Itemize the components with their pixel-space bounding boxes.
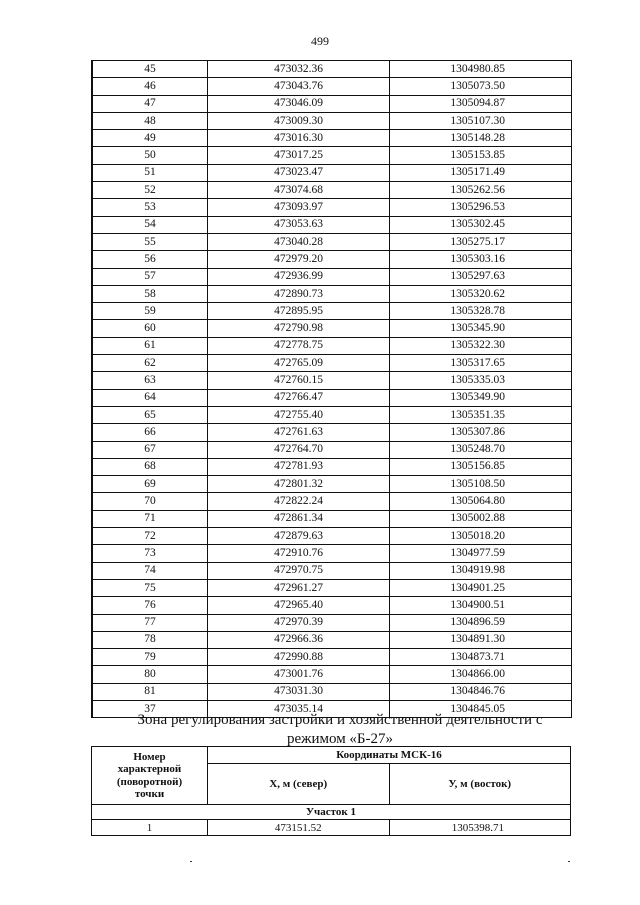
point-number-header-line-4: точки xyxy=(134,788,165,800)
x-coordinate: 472990.88 xyxy=(208,649,390,666)
point-number-header xyxy=(92,747,208,805)
table-row xyxy=(92,579,572,596)
y-coordinate: 1304901.25 xyxy=(390,579,572,596)
x-coordinate: 472801.32 xyxy=(208,476,390,493)
y-coordinate: 1304919.98 xyxy=(390,562,572,579)
x-coordinate: 472895.95 xyxy=(208,303,390,320)
point-number: 60 xyxy=(92,320,208,337)
x-coordinate: 472764.70 xyxy=(208,441,390,458)
x-coordinate: 472765.09 xyxy=(208,355,390,372)
table-row xyxy=(92,320,572,337)
x-coordinate: 472781.93 xyxy=(208,458,390,475)
table-row xyxy=(92,424,572,441)
point-number-header-line-2: характерной xyxy=(117,763,182,775)
point-number: 80 xyxy=(92,666,208,683)
y-coordinate: 1304977.59 xyxy=(390,545,572,562)
point-number: 58 xyxy=(92,285,208,302)
coordinates-group-header: Координаты МСК-16 xyxy=(208,747,571,764)
table-row xyxy=(92,389,572,406)
point-number: 53 xyxy=(92,199,208,216)
zone-coordinates-table xyxy=(91,746,571,836)
y-coordinate: 1304891.30 xyxy=(390,631,572,648)
point-number: 47 xyxy=(92,95,208,112)
x-coordinate: 473016.30 xyxy=(208,130,390,147)
table-row xyxy=(92,614,572,631)
x-coordinate: 473001.76 xyxy=(208,666,390,683)
x-coordinate: 472766.47 xyxy=(208,389,390,406)
table-row xyxy=(92,820,571,836)
y-coordinate: 1305262.56 xyxy=(390,182,572,199)
table-row xyxy=(92,545,572,562)
x-coordinate: 472761.63 xyxy=(208,424,390,441)
x-coordinate: 473053.63 xyxy=(208,216,390,233)
table-row xyxy=(92,112,572,129)
zone-title-line-2: режимом «Б-27» xyxy=(286,731,394,747)
table-row xyxy=(92,597,572,614)
point-number: 74 xyxy=(92,562,208,579)
y-coordinate: 1304896.59 xyxy=(390,614,572,631)
point-number: 56 xyxy=(92,251,208,268)
table-row xyxy=(92,285,572,302)
point-number: 61 xyxy=(92,337,208,354)
x-coordinate: 472961.27 xyxy=(208,579,390,596)
y-coordinate: 1304980.85 xyxy=(390,61,572,78)
point-number: 55 xyxy=(92,233,208,250)
y-coordinate: 1305351.35 xyxy=(390,406,572,423)
table-row xyxy=(92,666,572,683)
y-coordinate: 1305275.17 xyxy=(390,233,572,250)
point-number-header-line-3: (поворотной) xyxy=(116,775,183,788)
y-coordinate: 1305349.90 xyxy=(390,389,572,406)
y-coordinate: 1305335.03 xyxy=(390,372,572,389)
point-number: 52 xyxy=(92,182,208,199)
point-number: 70 xyxy=(92,493,208,510)
y-coordinate: 1305345.90 xyxy=(390,320,572,337)
y-coordinate: 1304866.00 xyxy=(390,666,572,683)
point-number: 81 xyxy=(92,683,208,700)
y-coordinate: 1305322.30 xyxy=(390,337,572,354)
x-coordinate: 472966.36 xyxy=(208,631,390,648)
y-coordinate: 1304873.71 xyxy=(390,649,572,666)
table-row xyxy=(92,441,572,458)
x-coordinate: 472879.63 xyxy=(208,528,390,545)
point-number-header-line-1: Номер xyxy=(133,750,166,763)
table-row xyxy=(92,216,572,233)
point-number: 50 xyxy=(92,147,208,164)
y-coordinate: 1305108.50 xyxy=(390,476,572,493)
x-coordinate: 473031.30 xyxy=(208,683,390,700)
point-number: 51 xyxy=(92,164,208,181)
point-number: 1 xyxy=(92,820,208,836)
table-row xyxy=(92,476,572,493)
x-coordinate: 472890.73 xyxy=(208,285,390,302)
point-number: 72 xyxy=(92,528,208,545)
y-coordinate: 1305064.80 xyxy=(390,493,572,510)
y-coordinate: 1305002.88 xyxy=(390,510,572,527)
point-number: 77 xyxy=(92,614,208,631)
point-number: 69 xyxy=(92,476,208,493)
point-number: 37 xyxy=(92,700,208,717)
y-coordinate: 1305303.16 xyxy=(390,251,572,268)
point-number: 76 xyxy=(92,597,208,614)
x-coordinate: 473023.47 xyxy=(208,164,390,181)
y-coordinate: 1305248.70 xyxy=(390,441,572,458)
table-row xyxy=(92,130,572,147)
y-coordinate: 1304900.51 xyxy=(390,597,572,614)
point-number: 71 xyxy=(92,510,208,527)
table-row xyxy=(92,562,572,579)
section-header: Участок 1 xyxy=(92,805,571,820)
point-number: 64 xyxy=(92,389,208,406)
point-number: 57 xyxy=(92,268,208,285)
x-coordinate: 473093.97 xyxy=(208,199,390,216)
point-number: 63 xyxy=(92,372,208,389)
y-coordinate: 1305317.65 xyxy=(390,355,572,372)
scan-speck xyxy=(568,861,570,862)
y-coordinate: 1305297.63 xyxy=(390,268,572,285)
y-coordinate: 1305302.45 xyxy=(390,216,572,233)
x-coordinate: 472760.15 xyxy=(208,372,390,389)
table-row xyxy=(92,458,572,475)
x-coordinate: 473151.52 xyxy=(208,820,390,836)
table-row xyxy=(92,337,572,354)
point-number: 59 xyxy=(92,303,208,320)
table-row xyxy=(92,372,572,389)
x-coordinate: 472755.40 xyxy=(208,406,390,423)
point-number: 65 xyxy=(92,406,208,423)
y-header: У, м (восток) xyxy=(389,764,571,805)
zone-title xyxy=(70,711,610,749)
y-coordinate: 1305018.20 xyxy=(390,528,572,545)
x-coordinate: 473009.30 xyxy=(208,112,390,129)
table-row xyxy=(92,268,572,285)
y-coordinate: 1305156.85 xyxy=(390,458,572,475)
y-coordinate: 1305398.71 xyxy=(389,820,571,836)
x-coordinate: 473040.28 xyxy=(208,233,390,250)
table-row xyxy=(92,355,572,372)
table-row xyxy=(92,61,572,78)
point-number: 49 xyxy=(92,130,208,147)
x-coordinate: 472822.24 xyxy=(208,493,390,510)
y-coordinate: 1305073.50 xyxy=(390,78,572,95)
point-number: 73 xyxy=(92,545,208,562)
point-number: 62 xyxy=(92,355,208,372)
scan-speck xyxy=(190,861,192,862)
x-coordinate: 472778.75 xyxy=(208,337,390,354)
point-number: 75 xyxy=(92,579,208,596)
table-row xyxy=(92,147,572,164)
table-row xyxy=(92,683,572,700)
y-coordinate: 1305307.86 xyxy=(390,424,572,441)
point-number: 67 xyxy=(92,441,208,458)
table-row xyxy=(92,510,572,527)
table-row xyxy=(92,493,572,510)
x-coordinate: 472979.20 xyxy=(208,251,390,268)
point-number: 78 xyxy=(92,631,208,648)
point-number: 54 xyxy=(92,216,208,233)
table-row xyxy=(92,233,572,250)
x-coordinate: 473032.36 xyxy=(208,61,390,78)
x-coordinate: 472965.40 xyxy=(208,597,390,614)
y-coordinate: 1304845.05 xyxy=(390,700,572,717)
table-row xyxy=(92,251,572,268)
x-coordinate: 473074.68 xyxy=(208,182,390,199)
point-number: 68 xyxy=(92,458,208,475)
x-coordinate: 473017.25 xyxy=(208,147,390,164)
table-row xyxy=(92,528,572,545)
zone-title-line-1: Зона регулирования застройки и хозяйственной деятельности с xyxy=(137,712,543,728)
point-number: 48 xyxy=(92,112,208,129)
x-header: X, м (север) xyxy=(208,764,390,805)
page-number: 499 xyxy=(311,34,329,48)
point-number: 79 xyxy=(92,649,208,666)
x-coordinate: 473035.14 xyxy=(208,700,390,717)
y-coordinate: 1305094.87 xyxy=(390,95,572,112)
point-number: 46 xyxy=(92,78,208,95)
table-row xyxy=(92,649,572,666)
table-row xyxy=(92,406,572,423)
x-coordinate: 472936.99 xyxy=(208,268,390,285)
x-coordinate: 472910.76 xyxy=(208,545,390,562)
y-coordinate: 1305148.28 xyxy=(390,130,572,147)
table-row xyxy=(92,182,572,199)
x-coordinate: 472790.98 xyxy=(208,320,390,337)
table-row xyxy=(92,303,572,320)
x-coordinate: 473046.09 xyxy=(208,95,390,112)
table-row xyxy=(92,631,572,648)
y-coordinate: 1305107.30 xyxy=(390,112,572,129)
coordinates-table xyxy=(91,60,572,718)
coordinates-table-body xyxy=(92,61,572,718)
y-coordinate: 1305171.49 xyxy=(390,164,572,181)
x-coordinate: 472970.39 xyxy=(208,614,390,631)
point-number: 45 xyxy=(92,61,208,78)
x-coordinate: 473043.76 xyxy=(208,78,390,95)
x-coordinate: 472861.34 xyxy=(208,510,390,527)
table-row xyxy=(92,78,572,95)
y-coordinate: 1305328.78 xyxy=(390,303,572,320)
point-number: 66 xyxy=(92,424,208,441)
x-coordinate: 472970.75 xyxy=(208,562,390,579)
y-coordinate: 1305320.62 xyxy=(390,285,572,302)
y-coordinate: 1304846.76 xyxy=(390,683,572,700)
y-coordinate: 1305296.53 xyxy=(390,199,572,216)
table-row xyxy=(92,199,572,216)
table-row xyxy=(92,95,572,112)
y-coordinate: 1305153.85 xyxy=(390,147,572,164)
table-row xyxy=(92,164,572,181)
